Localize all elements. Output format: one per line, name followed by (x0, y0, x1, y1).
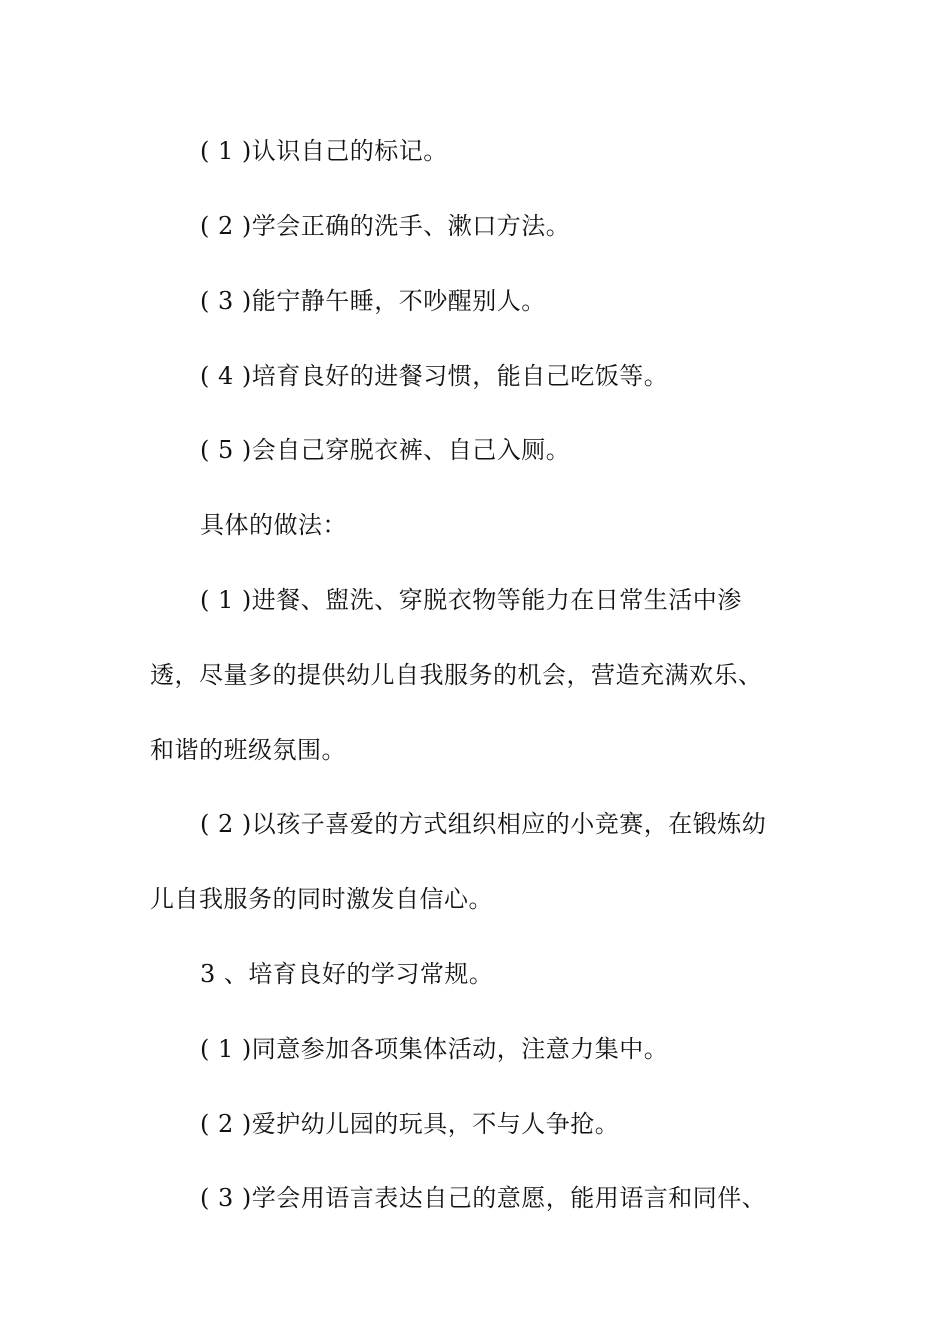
text-line: ( 3 )能宁静午睡，不吵醒别人。 (200, 287, 546, 315)
text-line: ( 2 )以孩子喜爱的方式组织相应的小竞赛，在锻炼幼 (200, 810, 767, 838)
text-line: ( 1 )进餐、盥洗、穿脱衣物等能力在日常生活中渗 (200, 586, 742, 614)
text-line: 和谐的班级氛围。 (150, 736, 346, 764)
section-heading: 具体的做法： (200, 511, 347, 539)
text-line: ( 3 )学会用语言表达自己的意愿，能用语言和同伴、 (200, 1184, 767, 1212)
text-line: ( 1 )认识自己的标记。 (200, 137, 448, 165)
text-line: ( 5 )会自己穿脱衣裤、自己入厕。 (200, 436, 571, 464)
text-line: ( 2 )学会正确的洗手、漱口方法。 (200, 212, 571, 240)
text-line: 透，尽量多的提供幼儿自我服务的机会，营造充满欢乐、 (150, 661, 763, 689)
text-line: ( 2 )爱护幼儿园的玩具，不与人争抢。 (200, 1110, 620, 1138)
text-line: ( 4 )培育良好的进餐习惯，能自己吃饭等。 (200, 362, 669, 390)
text-line: ( 1 )同意参加各项集体活动，注意力集中。 (200, 1035, 669, 1063)
text-line: 儿自我服务的同时激发自信心。 (150, 885, 493, 913)
section-heading: 3 、培育良好的学习常规。 (200, 960, 494, 988)
